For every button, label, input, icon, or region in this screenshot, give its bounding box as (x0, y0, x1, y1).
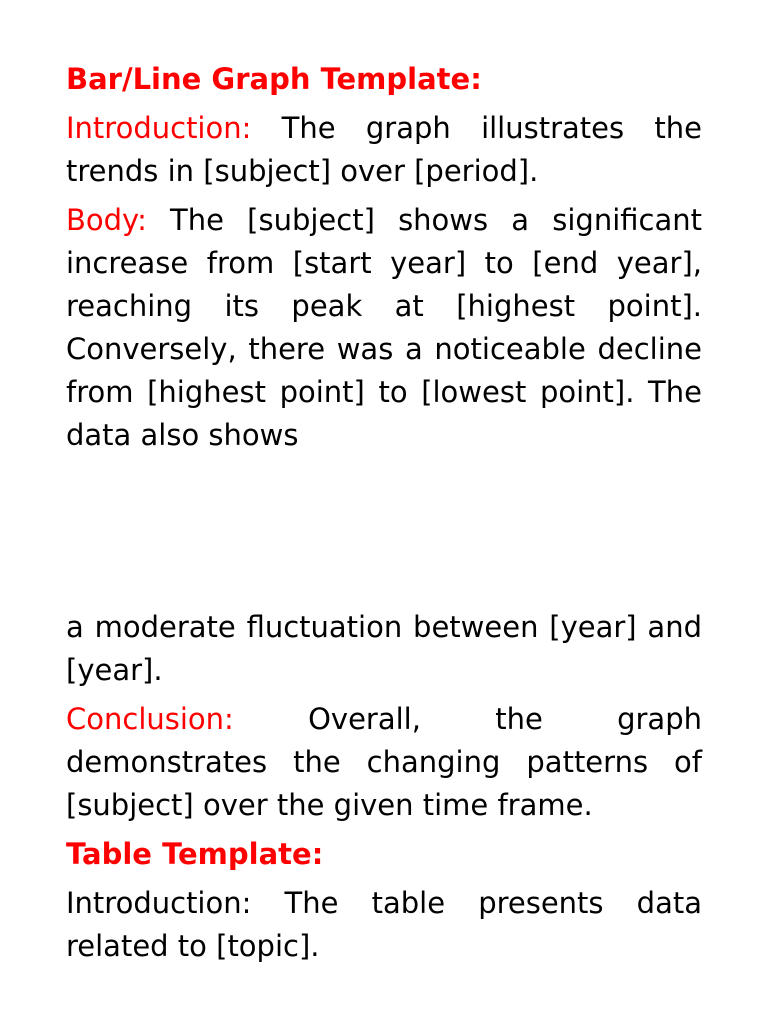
conclusion-label: Conclusion: (66, 702, 234, 736)
document-page (66, 58, 702, 974)
introduction-text: The graph illustrates the trends in [subject] over [period]. (66, 111, 702, 188)
table-introduction-paragraph: Introduction: The table presents data related to [topic]. (66, 886, 702, 963)
page-gap (66, 463, 702, 606)
conclusion-text: Overall, the graph demonstrates the changing patterns of [subject] over the given time frame. (66, 702, 702, 822)
graph-conclusion-paragraph (66, 698, 702, 827)
introduction-label: Introduction: (66, 111, 252, 145)
body-text: The [subject] shows a significant increase from [start year] to [end year], reaching its peak at [highest point]. Conversely, there was a noticeable decline from [highest point] to [lowest point]. The data also shows (66, 203, 702, 452)
graph-introduction-paragraph (66, 107, 702, 193)
graph-body-paragraph (66, 199, 702, 457)
graph-body-continued: a moderate fluctuation between [year] and [year]. (66, 610, 702, 687)
body-label: Body: (66, 203, 147, 237)
table-template-heading: Table Template: (66, 837, 324, 871)
graph-template-heading: Bar/Line Graph Template: (66, 62, 482, 96)
